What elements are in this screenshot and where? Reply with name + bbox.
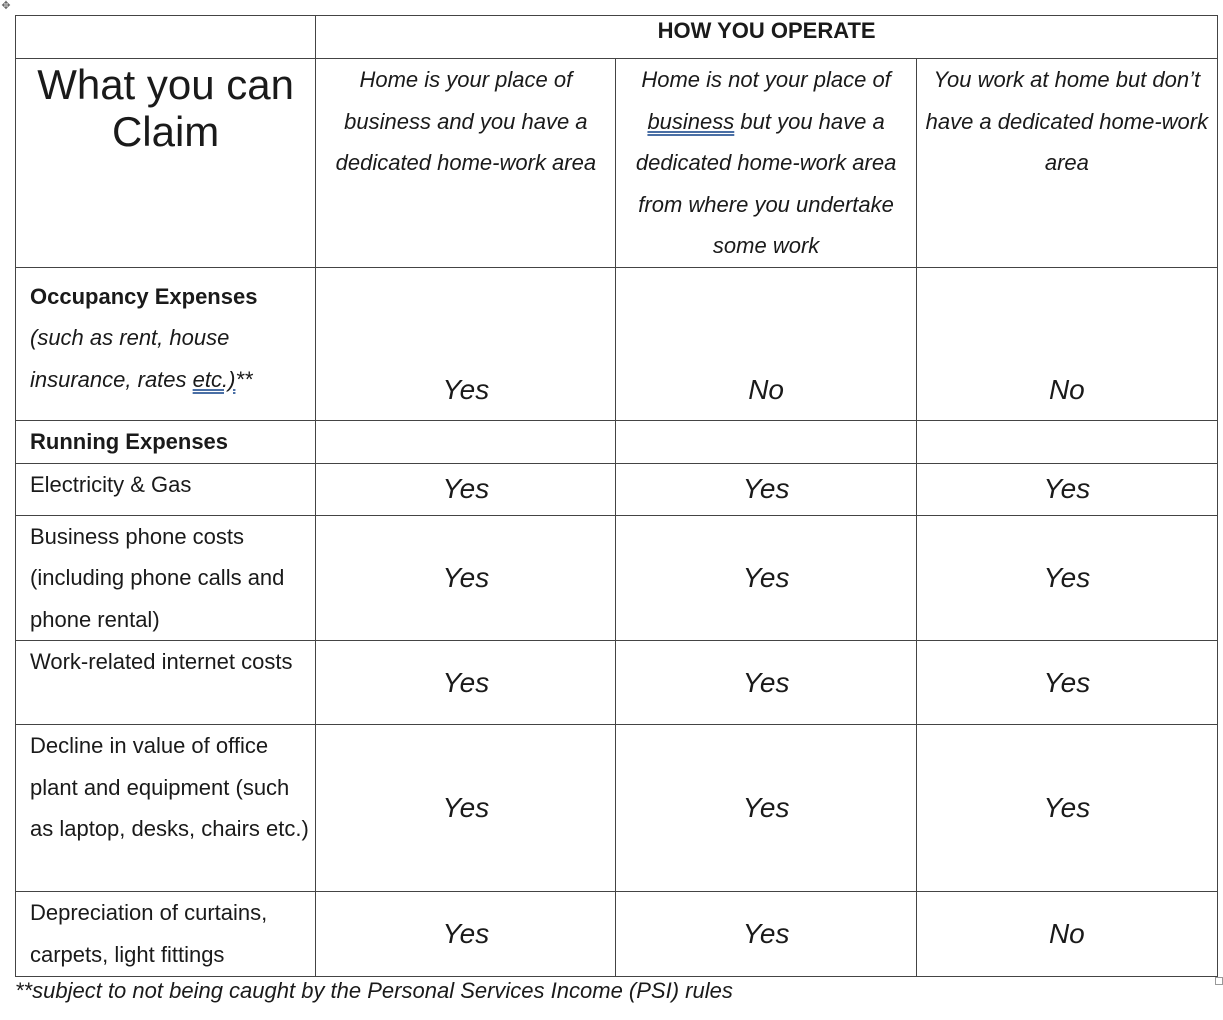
answer-cell: Yes [616, 641, 916, 725]
empty-corner-cell [16, 16, 316, 59]
business-phone-label: Business phone costs (including phone calls and phone rental) [16, 515, 316, 641]
answer-cell: Yes [616, 725, 916, 892]
spellcheck-underlined-word: etc.) [192, 366, 236, 392]
electricity-gas-label: Electricity & Gas [16, 463, 316, 515]
column-header-not-place-of-business [616, 59, 916, 268]
table-row [16, 725, 1218, 892]
occupancy-expenses-label [16, 267, 316, 420]
answer-cell: Yes [916, 725, 1217, 892]
running-expenses-title: Running Expenses [30, 428, 229, 454]
table-row [16, 515, 1218, 641]
column-header-no-dedicated-area: You work at home but don’t have a dedicated home-work area [916, 59, 1217, 268]
depreciation-label: Depreciation of curtains, carpets, light fittings [16, 892, 316, 977]
table-row [16, 267, 1218, 420]
answer-cell: Yes [616, 515, 916, 641]
table-row [16, 420, 1218, 463]
table-row [16, 16, 1218, 59]
column-header-text: Home is not your place of [641, 67, 891, 92]
empty-cell [316, 420, 616, 463]
occupancy-title: Occupancy Expenses [30, 283, 258, 309]
running-expenses-label [16, 420, 316, 463]
column-header-text: but you have a dedicated home-work area from where you undertake some work [635, 108, 897, 258]
answer-cell: Yes [316, 515, 616, 641]
occupancy-detail: (such as rent, house insurance, rates [30, 325, 230, 392]
how-you-operate-header: HOW YOU OPERATE [316, 16, 1218, 59]
answer-cell: Yes [616, 463, 916, 515]
answer-cell: No [916, 892, 1217, 977]
claims-table [15, 15, 1218, 977]
table-resize-handle[interactable] [1215, 977, 1223, 985]
answer-cell: No [916, 267, 1217, 420]
answer-cell: Yes [616, 892, 916, 977]
answer-cell: Yes [316, 725, 616, 892]
decline-in-value-label: Decline in value of office plant and equipment (such as laptop, desks, chairs etc.) [16, 725, 316, 892]
answer-cell: Yes [316, 641, 616, 725]
answer-cell: No [616, 267, 916, 420]
table-row [16, 59, 1218, 268]
footnote-marker: ** [235, 366, 253, 392]
column-header-place-of-business: Home is your place of business and you have a dedicated home-work area [316, 59, 616, 268]
answer-cell: Yes [316, 463, 616, 515]
answer-cell: Yes [916, 463, 1217, 515]
table-row [16, 641, 1218, 725]
empty-cell [916, 420, 1217, 463]
what-you-can-claim-heading: What you can Claim [16, 59, 316, 268]
table-row [16, 892, 1218, 977]
table-move-handle-icon[interactable]: ✥ [1, 0, 11, 12]
internet-costs-label: Work-related internet costs [16, 641, 316, 725]
empty-cell [616, 420, 916, 463]
answer-cell: Yes [316, 892, 616, 977]
answer-cell: Yes [916, 641, 1217, 725]
psi-footnote: **subject to not being caught by the Personal Services Income (PSI) rules [15, 978, 733, 1003]
answer-cell: Yes [316, 267, 616, 420]
answer-cell: Yes [916, 515, 1217, 641]
spellcheck-underlined-word: business [647, 108, 735, 134]
table-row [16, 463, 1218, 515]
